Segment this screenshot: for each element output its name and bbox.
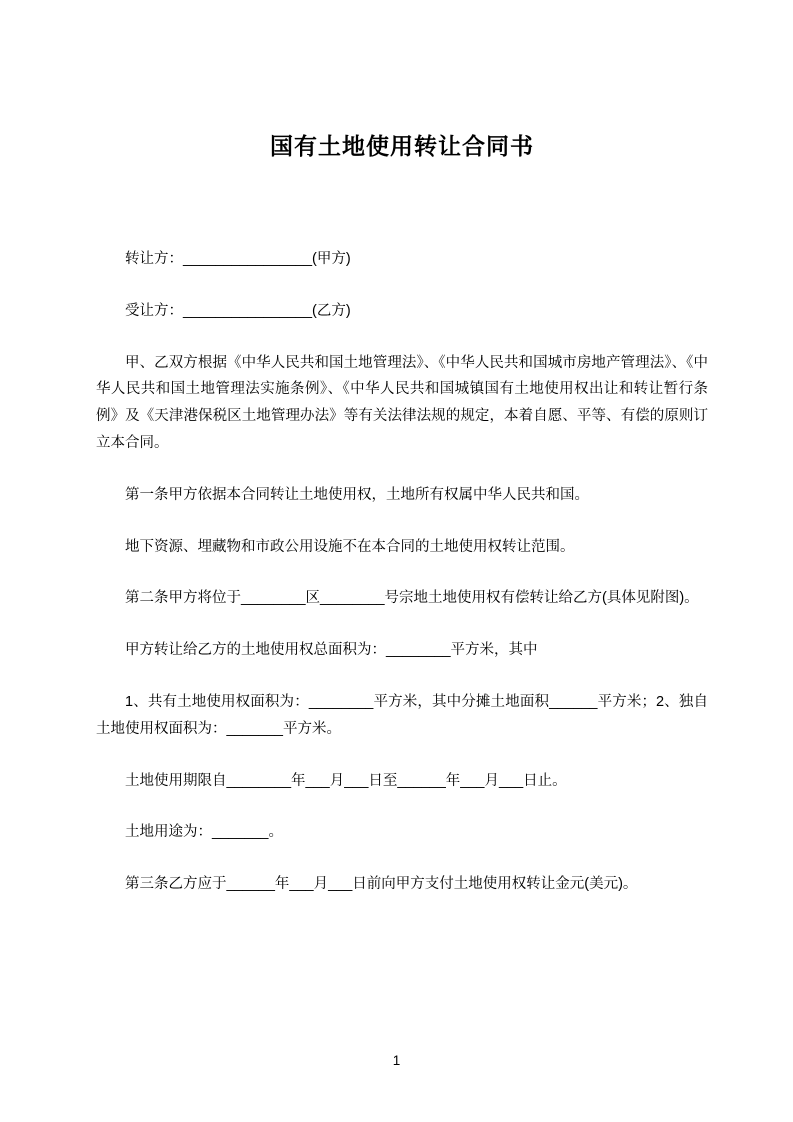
page-number: 1 [392,1053,401,1068]
paragraph-article-one: 第一条甲方依据本合同转让土地使用权，土地所有权属中华人民共和国。 [125,486,589,503]
document-content [96,0,708,923]
document-body [96,246,708,898]
paragraph-transferee: 受让方：________________(乙方) [125,302,351,319]
paragraph-legal-basis: 甲、乙双方根据《中华人民共和国土地管理法》、《中华人民共和国城市房地产管理法》、《中华人民共和国土地管理法实施条例》、《中华人民共和国城镇国有土地使用权出让和转让暂行条例》及《天津港保税区土地管理办法》等有关法律法规的规定，本着自愿、平等、有偿的原则订立本合同。 [96,354,708,451]
paragraph-transferor: 转让方：________________(甲方) [125,250,351,267]
page-title: 国有土地使用转让合同书 [270,133,534,159]
paragraph-exclusions: 地下资源、埋藏物和市政公用设施不在本合同的土地使用权转让范围。 [125,538,575,555]
paragraph-land-use: 土地用途为：_______。 [125,824,283,841]
paragraph-article-three: 第三条乙方应于______年___月___日前向甲方支付土地使用权转让金元(美元)。 [125,876,638,893]
paragraph-article-two: 第二条甲方将位于________区________号宗地土地使用权有偿转让给乙方(具体见附图)。 [125,590,699,607]
paragraph-total-area: 甲方转让给乙方的土地使用权总面积为：________平方米，其中 [125,642,538,659]
paragraph-term: 土地使用期限自________年___月___日至______年___月___日止。 [125,772,567,789]
paragraph-area-breakdown: 1、共有土地使用权面积为：________平方米，其中分摊土地面积______平方米；2、独自土地使用权面积为：_______平方米。 [96,694,708,737]
